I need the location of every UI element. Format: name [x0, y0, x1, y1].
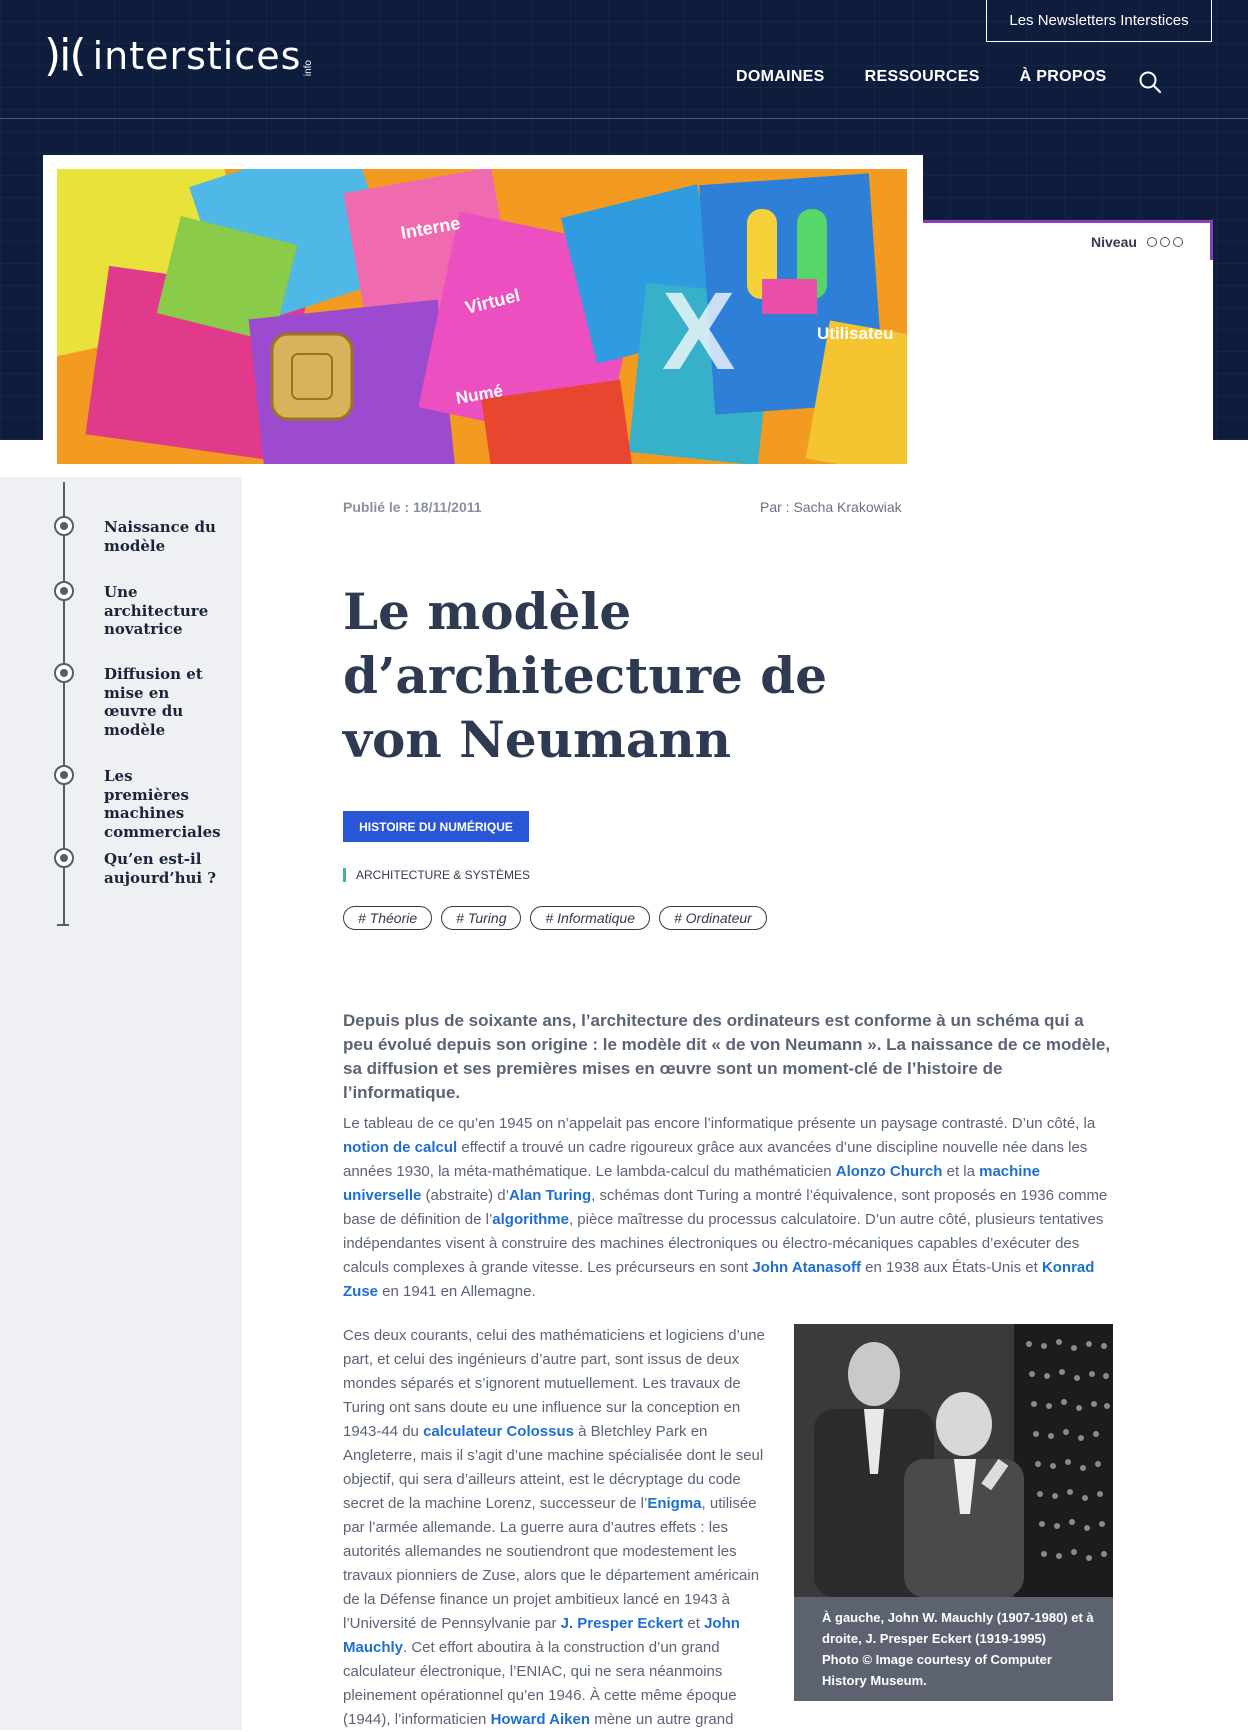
- caption-line: À gauche, John W. Mauchly (1907-1980) et à droite, J. Presper Eckert (1919-1995): [822, 1610, 1094, 1646]
- site-logo[interactable]: [44, 30, 315, 81]
- niveau-indicator: [1091, 234, 1183, 250]
- category-button[interactable]: HISTOIRE DU NUMÉRIQUE: [343, 811, 529, 842]
- svg-text:X: X: [662, 270, 736, 393]
- toc-item-label: Une architecture novatrice: [104, 583, 209, 638]
- nav-item-domaines[interactable]: DOMAINES: [736, 68, 825, 85]
- main-nav: [736, 68, 1107, 86]
- hero-collage: [57, 169, 907, 464]
- toc-item-label: Les premières machines commerciales: [104, 767, 221, 841]
- toc-bullet-icon: [54, 765, 74, 785]
- newsletter-button[interactable]: Les Newsletters Interstices: [986, 0, 1212, 42]
- toc-item-diffusion[interactable]: [54, 665, 219, 739]
- hero-image-frame: [43, 155, 923, 477]
- tag-theorie[interactable]: # Théorie: [343, 906, 432, 930]
- tag-turing[interactable]: # Turing: [441, 906, 521, 930]
- tag-list: [343, 906, 767, 930]
- figure-photo: [794, 1324, 1113, 1597]
- niveau-dots: [1147, 237, 1183, 247]
- toc-bullet-icon: [54, 516, 74, 536]
- figure-caption: [822, 1607, 1097, 1691]
- niveau-dot: [1147, 237, 1157, 247]
- link-alonzo-church[interactable]: Alonzo Church: [835, 1163, 943, 1180]
- link-notion-de-calcul[interactable]: notion de calcul: [343, 1139, 458, 1156]
- toc-bullet-icon: [54, 581, 74, 601]
- hero-image: [57, 169, 907, 464]
- svg-text:Interne: Interne: [399, 212, 462, 243]
- niveau-label: Niveau: [1091, 234, 1137, 250]
- svg-text:Utilisateu: Utilisateu: [817, 324, 894, 343]
- link-konrad-zuse[interactable]: Konrad Zuse: [343, 1259, 1095, 1300]
- caption-credit: Photo © Image courtesy of Computer History Museum.: [822, 1652, 1052, 1688]
- article-intro: Depuis plus de soixante ans, l’architecture des ordinateurs est conforme à un schéma qui a peu évolué depuis son origine : le modèle dit « de von Neumann ». La naissance de ce modèle, sa diffusion et ses premières mises en œuvre sont un moment-clé de l’histoire de l’informatique.: [343, 1011, 1111, 1102]
- text-run: effectif a trouvé un cadre rigoureux grâce aux avancées d’une discipline nouvelle née dans les années 1930, la méta-mathématique. Le lambda-calcul du mathématicien: [343, 1139, 1088, 1180]
- nav-item-a-propos[interactable]: À PROPOS: [1019, 68, 1107, 85]
- search-icon[interactable]: [1138, 70, 1162, 94]
- link-alan-turing[interactable]: Alan Turing: [508, 1187, 592, 1204]
- svg-text:Numé: Numé: [454, 381, 505, 408]
- text-run: , schémas dont Turing a montré l’équivalence, sont proposés en 1936 comme base de définition de l’: [343, 1187, 1108, 1228]
- text-run: . Cet effort aboutira à la construction d’un grand calculateur électronique, l’ENIAC, qui ne sera néanmoins pleinement opérationnel qu’en 1946. À cette même époque (1944), l’informaticien: [343, 1639, 737, 1728]
- article-figure: [794, 1324, 1113, 1701]
- toc-item-label: Qu’en est-il aujourd’hui ?: [104, 850, 217, 887]
- link-machine-universelle[interactable]: machine universelle: [343, 1163, 1040, 1204]
- figure-photo-graphic: [794, 1324, 1113, 1597]
- niveau-dot: [1160, 237, 1170, 247]
- link-john-mauchly[interactable]: John Mauchly: [343, 1615, 740, 1656]
- tag-ordinateur[interactable]: # Ordinateur: [659, 906, 767, 930]
- link-presper-eckert[interactable]: J. Presper Eckert: [560, 1615, 684, 1632]
- toc-bullet-icon: [54, 848, 74, 868]
- text-run: (abstraite) d’: [421, 1187, 509, 1204]
- link-enigma[interactable]: Enigma: [647, 1495, 702, 1512]
- text-run: , pièce maîtresse du processus calculatoire. D’un autre côté, plusieurs tentatives indépendantes visent à construire des machines électroniques ou électro-mécaniques capables d’exécuter des calculs complexes à grande vitesse. Les précurseurs en sont: [343, 1211, 1104, 1276]
- article-paragraph-1: [343, 1112, 1113, 1304]
- logo-suffix: info: [303, 59, 315, 76]
- text-run: et: [683, 1615, 705, 1632]
- toc-item-label: Diffusion et mise en œuvre du modèle: [104, 665, 203, 739]
- article-title: Le modèle d’architecture de von Neumann: [343, 582, 828, 769]
- logo-mark: )i(: [44, 30, 85, 81]
- text-run: à Bletchley Park en Angleterre, mais il s’agit d’une machine spécialisée dont le seul objectif, qui sera d’ailleurs atteint, est le décryptage du code secret de la machine Lorenz, successeur de l’: [343, 1423, 764, 1512]
- link-algorithme[interactable]: algorithme: [492, 1211, 569, 1228]
- text-run: Le tableau de ce qu’en 1945 on n’appelait pas encore l’informatique présente un paysage contrasté. D’un côté, la: [343, 1115, 1096, 1132]
- author: Par : Sacha Krakowiak: [760, 499, 902, 515]
- toc-item-machines[interactable]: [54, 767, 219, 841]
- toc-item-architecture[interactable]: [54, 583, 219, 639]
- toc-bullet-icon: [54, 663, 74, 683]
- nav-item-ressources[interactable]: RESSOURCES: [864, 68, 980, 85]
- toc-item-label: Naissance du modèle: [104, 518, 216, 555]
- toc-item-aujourdhui[interactable]: [54, 850, 219, 887]
- link-calculateur-colossus[interactable]: calculateur Colossus: [423, 1423, 574, 1440]
- text-run: mène un autre grand: [590, 1711, 734, 1728]
- text-run: , utilisée par l’armée allemande. La guerre aura d’autres effets : les autorités allemandes ne soutiendront que modestement les travaux pionniers de Zuse, alors que le département américain de la Défense finance un projet ambitieux lancé en 1943 à l’Université de Pennsylvanie par: [343, 1495, 760, 1632]
- text-run: en 1938 aux États-Unis et: [861, 1259, 1042, 1276]
- niveau-dot: [1173, 237, 1183, 247]
- link-john-atanasoff[interactable]: John Atanasoff: [752, 1259, 861, 1276]
- toc-line-end: [57, 924, 69, 926]
- text-run: en 1941 en Allemagne.: [378, 1283, 536, 1300]
- publish-date: Publié le : 18/11/2011: [343, 499, 482, 515]
- text-run: et la: [942, 1163, 980, 1180]
- text-run: Ces deux courants, celui des mathématiciens et logiciens d’une part, et celui des ingénieurs d’autre part, sont issus de deux mondes séparés et s’ignorent mutuellement. Les travaux de Turing ont sans doute eu une influence sur la conception en 1943-44 du: [343, 1327, 765, 1440]
- tag-informatique[interactable]: # Informatique: [530, 906, 650, 930]
- toc-item-naissance[interactable]: [54, 518, 219, 555]
- article-paragraph-2: [343, 1324, 778, 1732]
- logo-wordmark: interstices: [92, 34, 302, 78]
- svg-text:Virtuel: Virtuel: [463, 285, 523, 318]
- link-howard-aiken[interactable]: Howard Aiken: [490, 1711, 591, 1728]
- domain-link[interactable]: ARCHITECTURE & SYSTÈMES: [343, 868, 530, 882]
- header-divider: [0, 118, 1248, 119]
